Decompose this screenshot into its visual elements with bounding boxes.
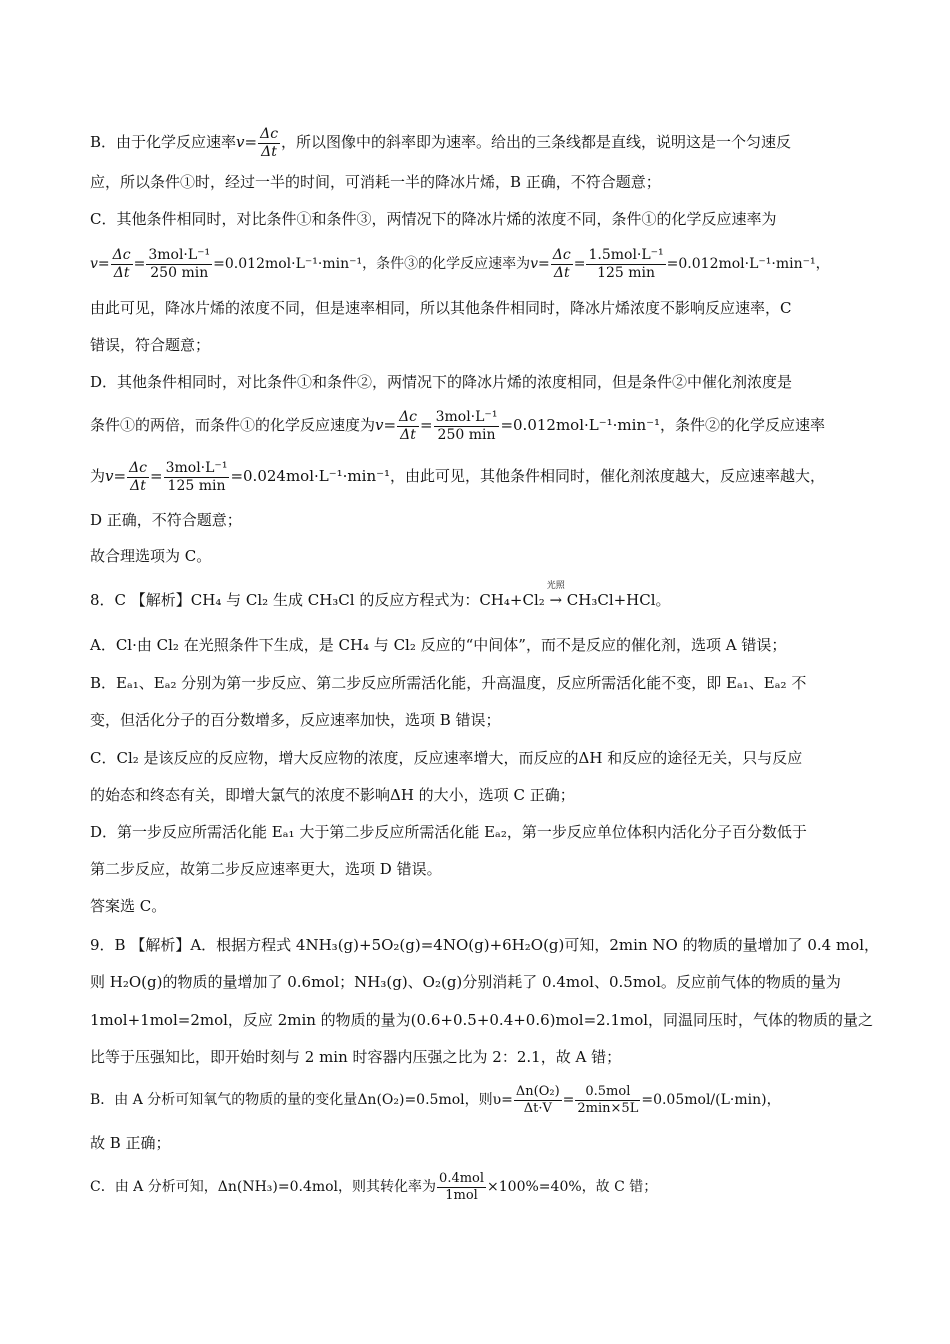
q8-answer: 答案选 C。 [90,897,167,915]
result: ×100%=40% [487,1179,582,1195]
numerator: Δc [112,246,131,263]
result: =0.012mol·L⁻¹·min⁻¹ [500,416,661,434]
q7-option-b-line2: 应，所以条件①时，经过一半的时间，可消耗一半的降冰片烯，B 正确，不符合题意； [90,173,661,191]
fraction [164,460,230,495]
text: ，由此可见，其他条件相同时，催化剂浓度越大，反应速率越大， [390,467,826,485]
q7-conclusion: 故合理选项为 C。 [90,547,212,565]
formula-v: v= [236,133,258,151]
numerator: 0.5mol [575,1084,640,1101]
numerator: 0.4mol [439,1170,485,1186]
text: C．由 A 分析可知， [90,1179,218,1195]
q9-line1: 9．B 【解析】A．根据方程式 4NH₃(g)+5O₂(g)=4NO(g)+6H₂O(g)可知，2min NO 的物质的量增加了 0.4 mol， [90,936,880,954]
q9-line2: 则 H₂O(g)的物质的量增加了 0.6mol；NH₃(g)、O₂(g)分别消耗了 0.4mol、0.5mol。反应前气体的物质的量为 [90,973,841,991]
delta-n: Δn(NH₃)=0.4mol [217,1179,339,1195]
numerator: Δc [552,246,571,263]
text: B．由 A 分析可知氧气的物质的量的变化量 [90,1092,358,1108]
q7-option-c-line4: 错误，符合题意； [90,336,211,354]
denominator: 250 min [437,426,496,443]
text: B．由于化学反应速率 [90,133,237,151]
numerator: Δc [129,459,148,476]
arrow-label: 光照 [546,581,565,591]
q7-option-c-line3: 由此可见，降冰片烯的浓度不同，但是速率相同，所以其他条件相同时，降冰片烯浓度不影响反应速率，C [90,299,792,317]
q9-option-c-line1 [90,1165,865,1209]
q9-line3: 1mol+1mol=2mol，反应 2min 的物质的量为(0.6+0.5+0.4+0.6)mol=2.1mol，同温同压时，气体的物质的量之 [90,1011,874,1029]
text: 8．C 【解析】CH₄ 与 Cl₂ 生成 CH₃Cl 的反应方程式为：CH₄+Cl₂ [90,591,545,609]
result: =0.012mol·L⁻¹·min⁻¹， [666,256,830,272]
denominator: Δt [400,426,416,443]
fraction [575,1084,640,1117]
q9-line4: 比等于压强知比，即开始时刻与 2 min 时容器内压强之比为 2：2.1，故 A 错； [90,1048,622,1066]
q8-option-b-line1: B．Eₐ₁、Eₐ₂ 分别为第一步反应、第二步反应所需活化能，升高温度，反应所需活化能不变，即 Eₐ₁、Eₐ₂ 不 [90,674,807,692]
numerator: 3mol·L⁻¹ [148,246,211,263]
result: =0.05mol/(L·min)， [641,1092,781,1108]
q7-option-d-line1: D．其他条件相同时，对比条件①和条件②，两情况下的降冰片烯的浓度相同，但是条件②中催化剂浓度是 [90,373,793,391]
fraction [434,409,500,444]
denominator: Δt [130,477,146,494]
denominator: 125 min [167,477,226,494]
q8-option-d-line1: D．第一步反应所需活化能 Eₐ₁ 大于第二步反应所需活化能 Eₐ₂，第一步反应单位体积内活化分子百分数低于 [90,823,807,841]
result: =0.024mol·L⁻¹·min⁻¹ [230,467,391,485]
fraction [146,247,212,282]
text: 条件①的两倍，而条件①的化学反应速度为 [90,416,376,434]
q7-option-c-line1: C．其他条件相同时，对比条件①和条件③，两情况下的降冰片烯的浓度不同，条件①的化学反应速率为 [90,210,777,228]
q8-option-b-line2: 变，但活化分子的百分数增多，反应速率加快，选项 B 错误； [90,711,501,729]
fraction [551,247,573,282]
denominator: 250 min [150,264,209,281]
q8-option-a: A．Cl·由 Cl₂ 在光照条件下生成，是 CH₄ 与 Cl₂ 反应的“中间体”，而不是反应的催化剂，选项 A 错误； [90,636,787,654]
reaction-arrow [545,581,567,610]
text: ，条件②的化学反应速率 [660,416,826,434]
q8-header [90,581,865,610]
numerator: 3mol·L⁻¹ [435,408,498,425]
q9-option-b-line1: B．由 A 分析可知氧气的物质的量的变化量Δn(O₂)=0.5mol，则υ= $\frac{\text{Δn(O₂)}}{\Delta t\cdot V}$ = $\frac{\text{0.5mol}}{2\min\times 5L}$ =0.05mol/(L·min)， [90,1083,781,1116]
q8-option-c-line2: 的始态和终态有关，即增大氯气的浓度不影响ΔH 的大小，选项 C 正确； [90,786,575,804]
numerator: Δc [399,408,418,425]
fraction [397,409,419,444]
fraction [586,247,665,282]
denominator: Δt [113,264,130,281]
formula-v: v= [375,416,397,434]
fraction [514,1084,562,1117]
delta-n: Δn(O₂)=0.5mol [357,1092,465,1108]
q8-option-d-line2: 第二步反应，故第二步反应速率更大，选项 D 错误。 [90,860,442,878]
q7-option-d-line4: D 正确，不符合题意； [90,511,242,529]
denominator: Δt [553,264,570,281]
formula-v: v= [90,256,110,272]
text: ，则其转化率为 [338,1179,437,1195]
text: ，所以图像中的斜率即为速率。给出的三条线都是直线，说明这是一个匀速反 [281,133,792,151]
q7-option-b-line1 [90,122,865,162]
numerator: Δc [260,125,279,142]
numerator: Δn(O₂) [515,1083,560,1099]
denominator: Δt·V [523,1100,552,1116]
fraction [127,460,149,495]
formula-v: υ= [492,1092,513,1108]
q8-option-c-line1: C．Cl₂ 是该反应的反应物，增大反应物的浓度，反应速率增大，而反应的ΔH 和反应的途径无关，只与反应 [90,749,803,767]
text: ，条件③的化学反应速率为 [362,256,531,272]
text: ，则 [464,1092,493,1108]
q7-option-d-line2: 条件①的两倍，而条件①的化学反应速度为v= $\frac{\Delta c}{\Delta t}$ = $\frac{\text{3mol·L⁻¹}}{250 \min}$ =0.012mol·L⁻¹·min⁻¹，条件②的化学反应速率 [90,408,826,443]
text: 为 [90,467,106,485]
denominator: 125 min [597,264,656,281]
denominator: 1mol [445,1187,478,1203]
numerator: 1.5mol·L⁻¹ [588,246,664,263]
text: ，故 C 错； [581,1179,658,1195]
fraction [111,247,133,282]
text: CH₃Cl+HCl。 [566,591,671,609]
formula-v: v= [530,256,550,272]
q7-option-d-line3: 为v= $\frac{\Delta c}{\Delta t}$ = $\frac{\text{3mol·L⁻¹}}{125 \min}$ =0.024mol·L⁻¹·min⁻¹，由此可见，其他条件相同时，催化剂浓度越大，反应速率越大， [90,459,826,494]
denominator: 2min×5L [577,1100,639,1116]
q9-option-b-line2: 故 B 正确； [90,1134,171,1152]
q7-option-c-line2: v= $\frac{\Delta c}{\Delta t}$ = $\frac{\text{3mol·L⁻¹}}{250 \min}$ =0.012mol·L⁻¹·min⁻¹，条件③的化学反应速率为v= $\frac{\Delta c}{\Delta t}$ = $\frac{\text{1.5mol·L⁻¹}}{125 \min}$ =0.012mol·L⁻¹·min⁻¹， [90,246,830,281]
right-arrow-icon: → [549,591,563,609]
numerator: 3mol·L⁻¹ [165,459,228,476]
denominator: Δt [261,143,277,160]
fraction [258,126,280,161]
result: =0.012mol·L⁻¹·min⁻¹ [213,256,363,272]
fraction [437,1171,486,1204]
formula-v: v= [105,467,127,485]
